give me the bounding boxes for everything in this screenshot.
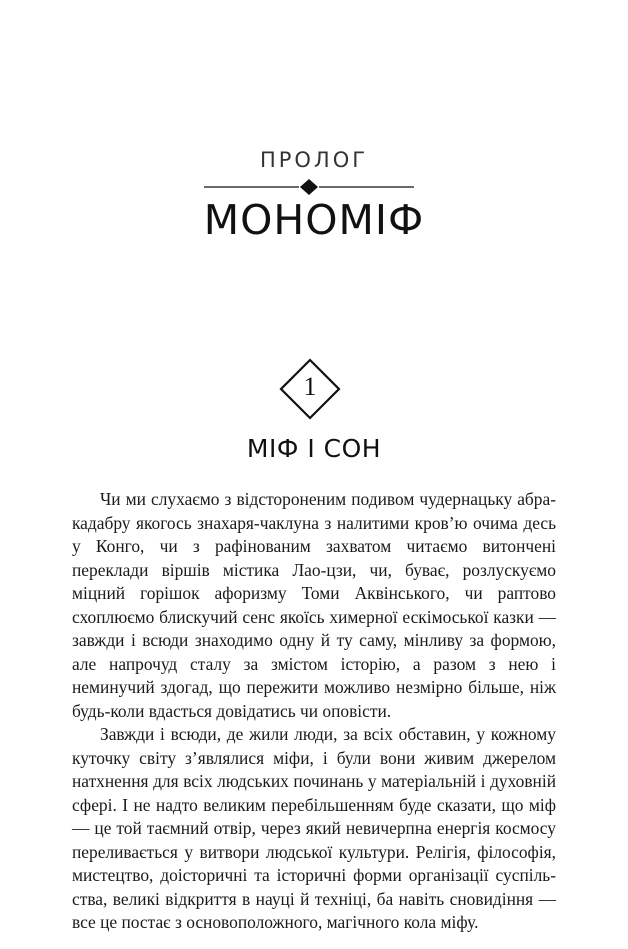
prologue-label: ПРОЛОГ	[259, 148, 369, 172]
chapter-title: МІФ І СОН	[246, 434, 382, 463]
body-text	[72, 488, 556, 935]
diamond-icon	[300, 179, 318, 195]
paragraph: Чи ми слухаємо з відстороненим подивом чудернацьку абракадабру якогось знахаря-чаклуна з налитими кров’ю очима десь у Конго, чи з рафінованим захватом читаємо витончені переклади віршів містика Лао-цзи, чи, буває, розлускуємо міцний горішок афоризму Томи Аквінського, чи раптово схоплюємо блискучий сенс якоїсь химерної ескімоської казки — завжди і всюди знаходимо одну й ту саму, мінливу за формою, але напрочуд сталу за змістом історію, а разом з нею і неминучий здогад, що пережити можливо незмірно більше, ніж будь-коли вдасться довідатись чи оповісти.	[72, 489, 556, 721]
ornament-divider	[204, 178, 414, 196]
chapter-number: 1	[303, 372, 317, 401]
part-title: МОНОМІФ	[203, 196, 425, 244]
paragraph: Завжди і всюди, де жили люди, за всіх обставин, у кожному куточку світу з’являлися міфи, і були вони живим джерелом натхнення для всіх людських починань у матеріальній і духовній сфері. І не надто великим перебільшенням буде сказати, що міф — це той таємний отвір, через який невичерпна енергія космосу переливається у витвори людської культури. Релігія, філософія, мистецтво, доісторичні та історичні форми організації суспільства, великі відкриття в науці й техніці, ба навіть сновидіння — все це постає з основоположного, магічного кола міфу.	[72, 724, 556, 932]
